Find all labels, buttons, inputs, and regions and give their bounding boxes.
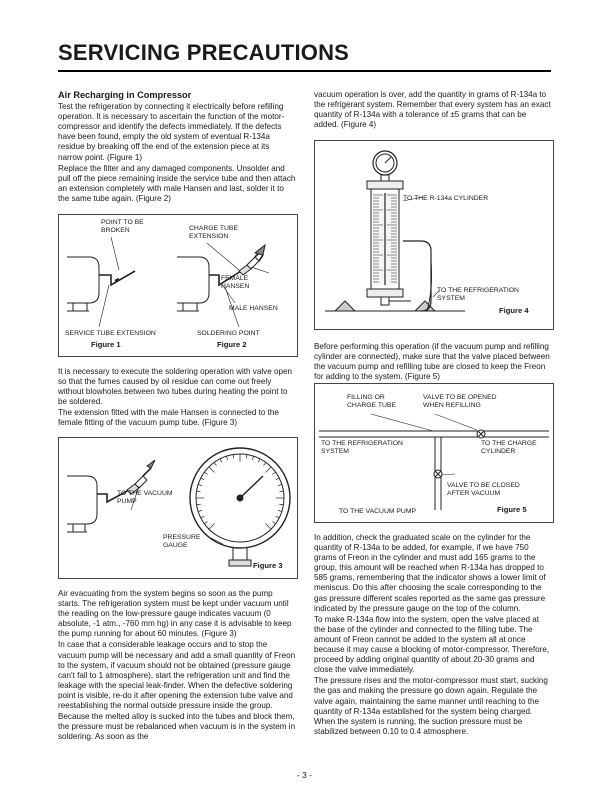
left-column-bottom — [58, 589, 296, 743]
gauge-tick — [201, 516, 205, 518]
gauge-tick — [265, 523, 271, 529]
label-to-the-r134a-cylinder: TO THE R-134a CYLINDER — [403, 195, 489, 202]
right-column-middle — [314, 342, 552, 383]
left-paragraph-7: Because the melted alloy is sucked into the tubes and block them, the pressure must be rebalanced when vacuum is in the system in soldering. As soon as the — [58, 712, 296, 742]
figure-5 — [314, 383, 554, 523]
gauge-tick — [276, 478, 280, 480]
label-point-to-be-broken: POINT TO BE BROKEN — [101, 219, 144, 234]
figure-5-caption: Figure 5 — [497, 505, 527, 514]
left-paragraph-1: Test the refrigeration by connecting it electrically before refilling operation. It is necessary to ascertain the function of the motor-compressor and identify the defects immediately. If the defects have been found, empty the old system of eventual R-134a residue by breaking off the end of the extension piece at its narrow point. (Figure 1) — [58, 102, 285, 162]
left-column-middle — [58, 367, 296, 430]
label-valve-to-be-opened: VALVE TO BE OPENED WHEN REFILLING — [423, 394, 497, 409]
left-paragraph-2: Replace the filter and any damaged components. Unsolder and pull off the piece remaining inside the service tube and then attach an extension completely with male Hansen and last, solder it to the same tube again. (Figure 2) — [58, 163, 296, 203]
right-paragraph-2: Before performing this operation (if the vacuum pump and refilling cylinder are connected), make sure that the valve placed between the vacuum pump and refilling tube are closed to keep the Freon for adding to the system. (Figure 5) — [314, 342, 550, 382]
label-male-hansen: MALE HANSEN — [229, 305, 278, 312]
gauge-tick — [220, 459, 222, 463]
gauge-tick — [278, 484, 282, 485]
left-paragraph-4: The extension fitted with the male Hansen is connected to the female fitting of the vacuum pump tube. (Figure 3) — [58, 408, 279, 428]
gauge-tick — [258, 459, 260, 463]
gauge-tick — [276, 516, 280, 518]
gauge-tick — [272, 522, 275, 524]
gauge-tick — [197, 504, 201, 505]
gauge-tick — [278, 510, 282, 511]
page-title: SERVICING PRECAUTIONS — [58, 40, 350, 65]
label-to-the-vacuum-pump-5: TO THE VACUUM PUMP — [339, 508, 417, 515]
figure-2-caption: Figure 2 — [217, 340, 247, 349]
figure-1-2 — [58, 214, 298, 357]
right-paragraph-3: In addition, check the graduated scale on the cylinder for the quantity of R-134a to be added, for example, if we have 750 grams of Freon in the cylinder and must add 165 grams to the group, this amount will be reached when R-134a has dropped to 585 grams, remembering that the indicator shows a lower limit of meniscus. Do this after choosing the scale corresponding to the gas pressure different scales reported as the same gas pressure indicated by the pressure gauge on the top of the column. — [314, 533, 546, 613]
gauge-tick — [204, 522, 207, 524]
right-column-bottom — [314, 533, 552, 738]
left-paragraph-6: In case that a considerable leakage occurs and to stop the vacuum pump will be necessary and add a small quantity of Freon to the system, if vacuum should not be obtained (pressure gauge can't fall to 1 atmosphere), start the refrigeration unit and find the leakage with the special leak-finder. When the defective soldering point is visible, re-do it after opening the extension tube valve and reestablishing the normal outside pressure inside the group. — [58, 640, 296, 711]
gauge-tick — [280, 504, 284, 505]
label-charge-tube-extension: CHARGE TUBE EXTENSION — [189, 225, 238, 240]
label-pressure-gauge: PRESSURE GAUGE — [163, 534, 201, 549]
gauge-tick — [204, 472, 207, 474]
gauge-tick — [197, 491, 201, 492]
gauge-tick — [209, 467, 215, 473]
figure-4 — [314, 140, 554, 330]
right-paragraph-5: The pressure rises and the motor-compressor must start, sucking the gas and making the pressure go down again. Regulate the valve again, maintaining the same manner until reaching to the quantity of R-134a established for the system being charged. When the system is running, the suction pressure must be stabilized between 0.10 to 0.4 atmosphere. — [314, 676, 548, 736]
label-filling-or-charge-tube: FILLING OR CHARGE TUBE — [347, 394, 396, 409]
gauge-tick — [264, 462, 266, 465]
figure-3-drawing — [59, 438, 297, 578]
label-to-the-charge-cylinder: TO THE CHARGE CYLINDER — [481, 440, 537, 455]
section-heading: Air Recharging in Compressor — [58, 90, 192, 100]
label-soldering-point: SOLDERING POINT — [197, 330, 260, 337]
gauge-tick — [252, 456, 253, 460]
gauge-tick — [198, 484, 202, 485]
right-column — [314, 90, 552, 131]
gauge-tick — [226, 456, 227, 460]
figure-4-caption: Figure 4 — [499, 306, 529, 315]
label-to-the-refrigeration-system: TO THE REFRIGERATION SYSTEM — [437, 287, 519, 302]
label-to-the-refrigeration-system-5: TO THE REFRIGERATION SYSTEM — [321, 440, 403, 455]
gauge-tick — [265, 467, 271, 473]
right-paragraph-1: vacuum operation is over, add the quantity in grams of R-134a to the refrigerant system. Remember that every system has an exact quantity of R-134a with a tolerance of ±5 grams that can be added. (Figure 4) — [314, 90, 551, 130]
left-column — [58, 90, 296, 205]
gauge-tick — [201, 478, 205, 480]
gauge-tick — [214, 462, 216, 465]
label-valve-to-be-closed: VALVE TO BE CLOSED AFTER VACUUM — [447, 482, 520, 497]
gauge-tick — [272, 472, 275, 474]
label-to-the-vacuum-pump: TO THE VACUUM PUMP — [117, 490, 173, 505]
label-service-tube-extension: SERVICE TUBE EXTENSION — [65, 330, 156, 337]
left-paragraph-3: It is necessary to execute the soldering operation with valve open so that the fumes caused by oil residue can come out freely without blowholes between two tubes during heating the point to be soldered. — [58, 367, 292, 407]
figure-3-caption: Figure 3 — [253, 561, 283, 570]
gauge-tick — [246, 455, 247, 459]
page-number: - 3 - — [297, 770, 312, 780]
gauge-tick — [209, 523, 215, 529]
gauge-tick — [198, 510, 202, 511]
title-rule — [58, 70, 551, 72]
left-paragraph-5: Air evacuating from the system begins so soon as the pump starts. The refrigeration system must be kept under vacuum until the reading on the low-pressure gauge indicates vacuum (0 absolute, -1 atm., -760 mm hg) in any case it is advisable to keep the pump running for about 60 minutes. (Figure 3) — [58, 589, 292, 639]
right-paragraph-4: To make R-134a flow into the system, open the valve placed at the base of the cylinder and connected to the filling tube. The amount of Freon cannot be added to the system all at once because it may cause a blocking of motor-compressor. Therefore, proceed by adding original quantity of about 20-30 grams and close the valve immediately. — [314, 614, 550, 675]
figure-3 — [58, 437, 298, 579]
figure-1-caption: Figure 1 — [91, 340, 121, 349]
label-female-hansen: FEMALE HANSEN — [221, 275, 250, 290]
gauge-tick — [280, 491, 284, 492]
gauge-tick — [233, 455, 234, 459]
